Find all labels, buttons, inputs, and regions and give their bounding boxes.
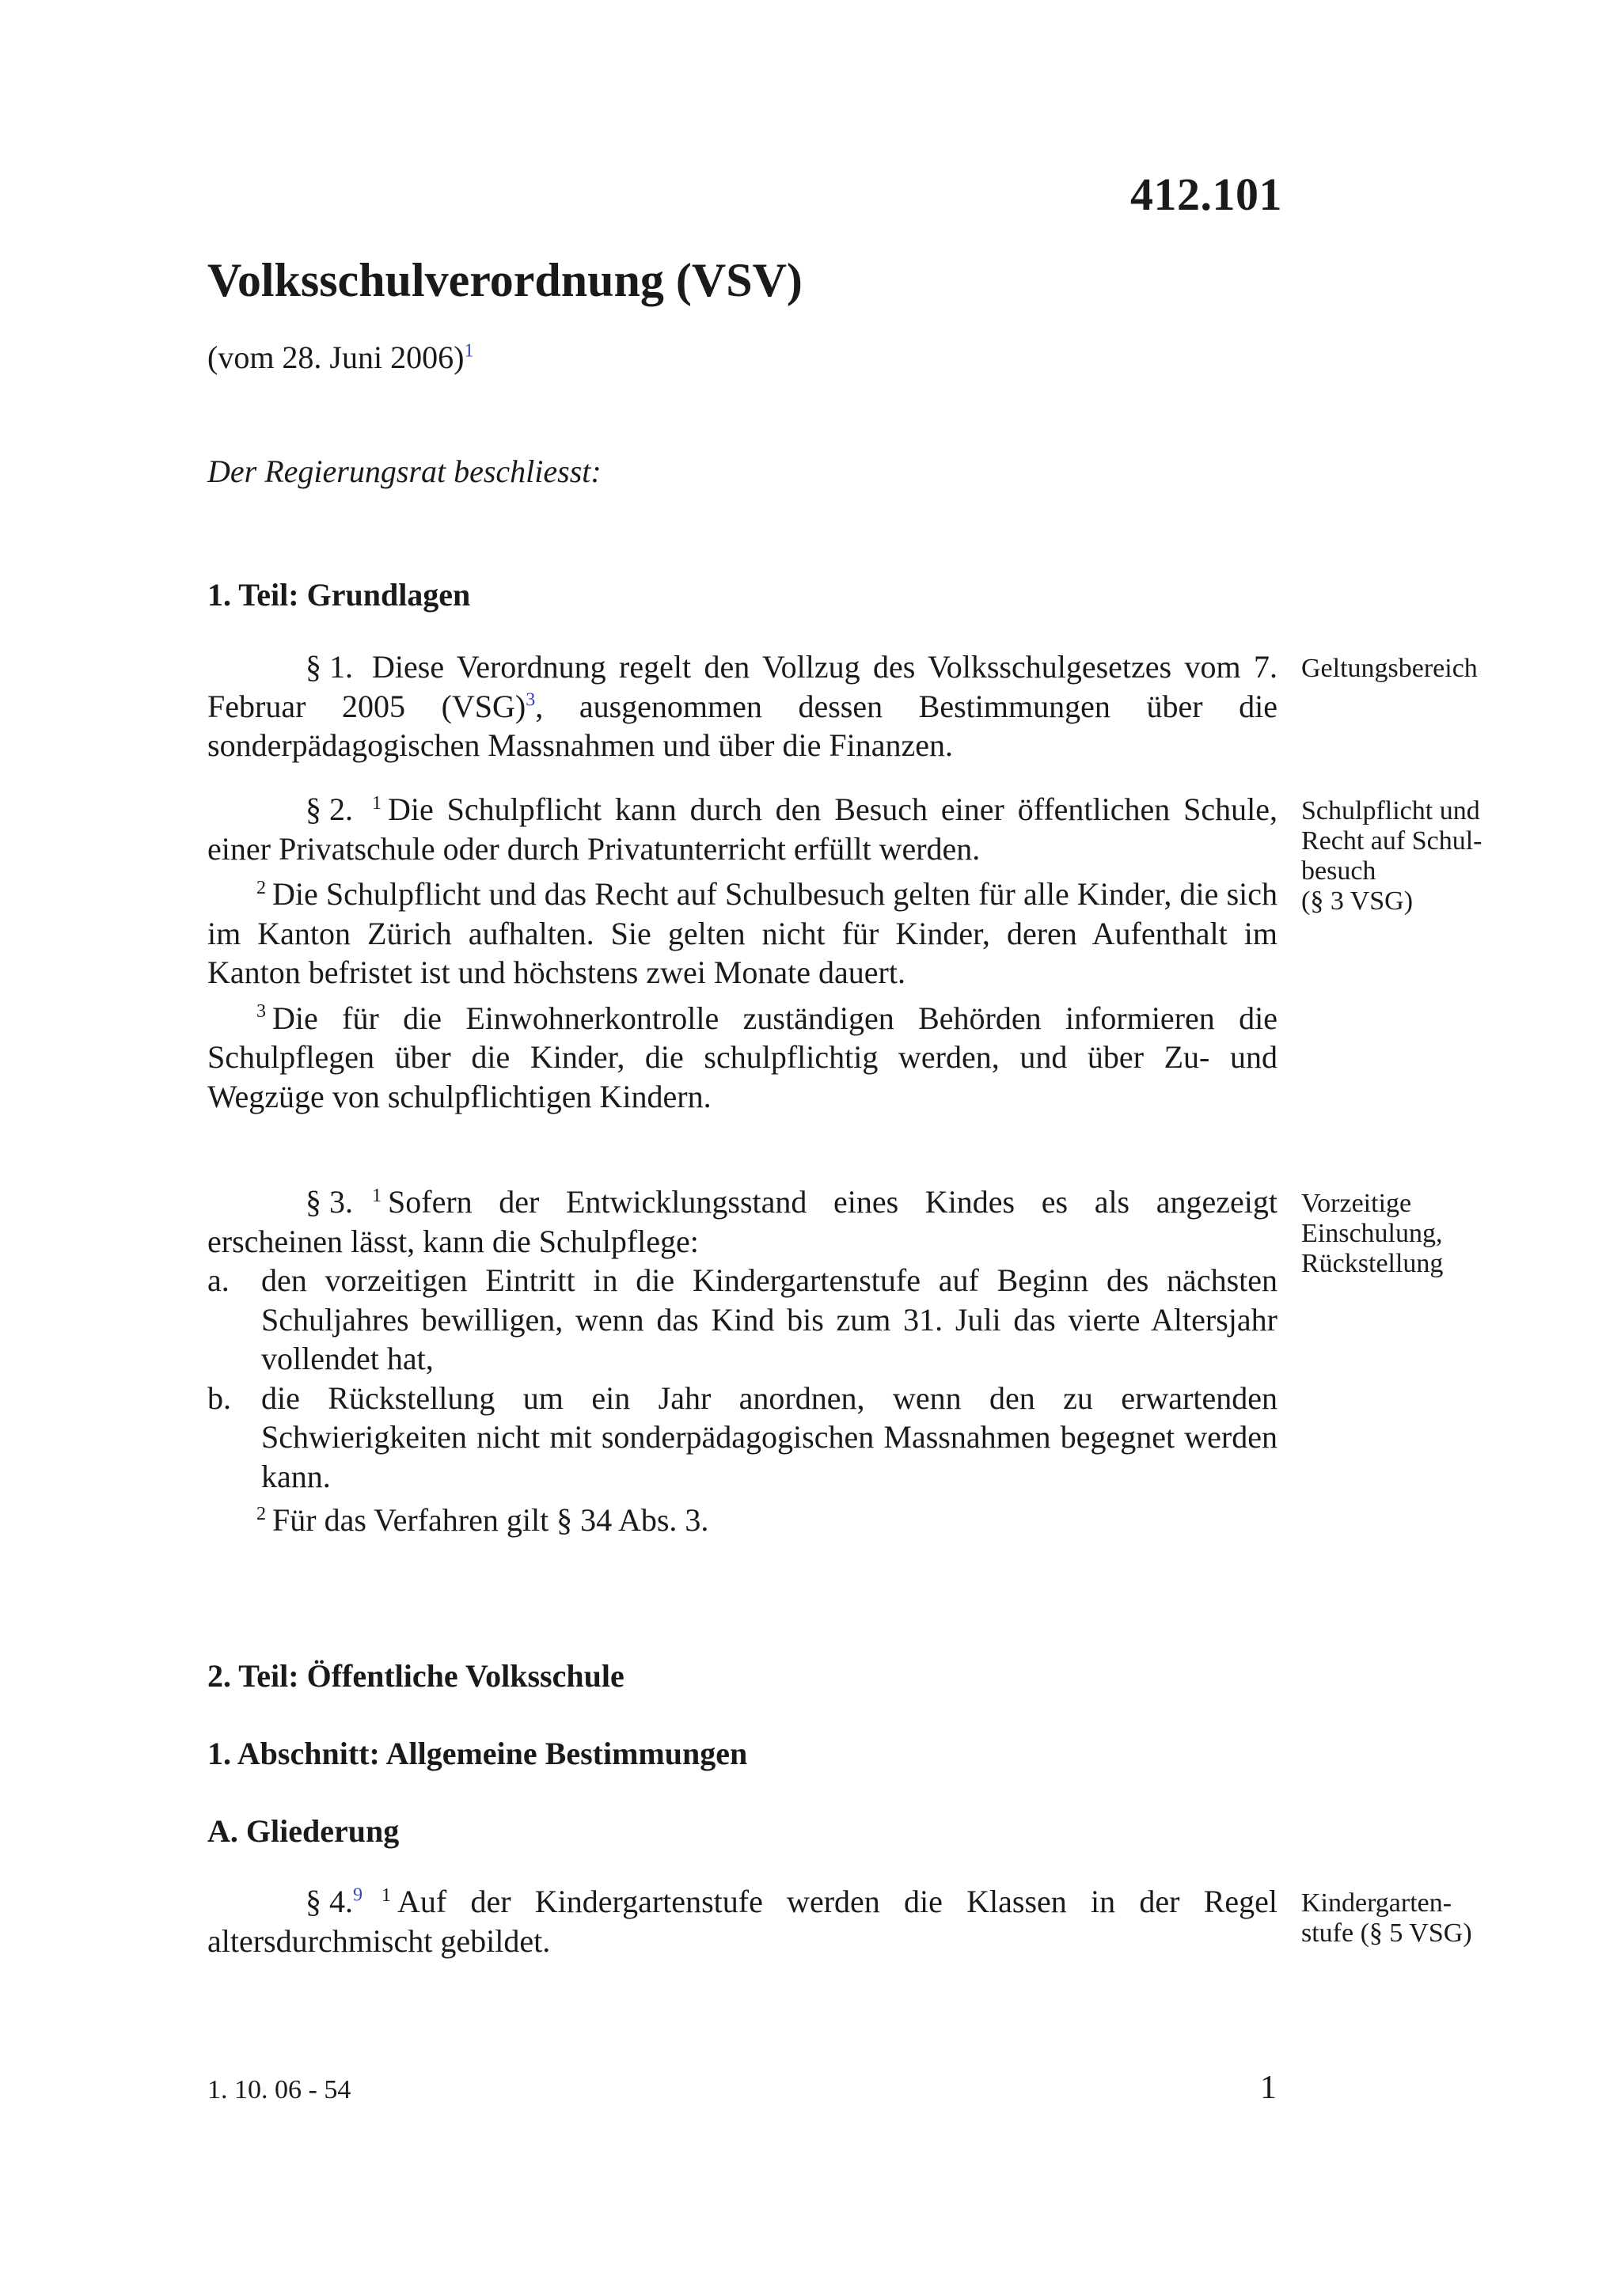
document-title: Volksschulverordnung (VSV) <box>207 254 803 306</box>
margin-note-p2 <box>1301 796 1531 917</box>
margin-line: stufe (§ 5 VSG) <box>1301 1918 1472 1948</box>
abs-number: 1 <box>382 1884 391 1906</box>
footer-version: 1. 10. 06 - 54 <box>207 2075 351 2104</box>
footer-page-number: 1 <box>1260 2070 1277 2106</box>
list-item-a <box>207 1261 1277 1379</box>
part2-heading: 2. Teil: Öffentliche Volksschule <box>207 1658 624 1694</box>
abs-number: 2 <box>256 1503 266 1524</box>
p2-abs1-text: Die Schulpflicht kann durch den Besuch einer öffentlichen Schule, einer Privatschule oder durch Privatunterricht erfüllt werden. <box>207 791 1277 867</box>
p4-abs1 <box>207 1882 1277 1960</box>
p2-abs3 <box>207 999 1277 1117</box>
footnote-link-1[interactable]: 1 <box>464 340 474 362</box>
footnote-link-3[interactable]: 3 <box>526 689 536 711</box>
enactment-date <box>207 339 473 376</box>
margin-line: Schulpflicht und <box>1301 796 1480 825</box>
section-sign: § 1. <box>306 649 353 685</box>
margin-line: besuch <box>1301 856 1376 886</box>
p1-text-a: Diese Verordnung regelt den Vollzug des Volksschulgesetzes vom 7. Februar 2005 (VSG) <box>207 649 1277 724</box>
paragraph-4 <box>207 1882 1277 1960</box>
list-marker: a. <box>207 1262 230 1298</box>
margin-line: Einschulung, <box>1301 1219 1443 1248</box>
list-marker: b. <box>207 1379 231 1416</box>
p3-abs1 <box>207 1182 1277 1261</box>
part1-heading: 1. Teil: Grundlagen <box>207 577 471 613</box>
margin-note-p3 <box>1301 1189 1531 1279</box>
preamble: Der Regierungsrat beschliesst: <box>207 454 602 489</box>
list-item-b <box>207 1379 1277 1497</box>
margin-line: (§ 3 VSG) <box>1301 886 1414 916</box>
p3-abs2-text: Für das Verfahren gilt § 34 Abs. 3. <box>272 1502 709 1538</box>
margin-line: Kindergarten- <box>1301 1888 1452 1918</box>
p2-abs3-text: Die für die Einwohnerkontrolle zuständigen Behörden informieren die Schulpflegen über die Kinder, die schulpflichtig werden, und über Zu- und Wegzüge von schulpflichtigen Kindern. <box>207 1000 1277 1114</box>
p2-abs2-text: Die Schulpflicht und das Recht auf Schulbesuch gelten für alle Kinder, die sich im Kanton Zürich aufhalten. Sie gelten nicht für Kinder, deren Aufenthalt im Kanton befristet ist und höchstens zwei Monate dauert. <box>207 876 1277 990</box>
margin-note-p1: Geltungsbereich <box>1301 654 1478 683</box>
p4-abs1-text: Auf der Kindergartenstufe werden die Klassen in der Regel altersdurchmischt gebildet. <box>207 1884 1277 1959</box>
section-sign: § 2. <box>306 791 353 827</box>
section-sign <box>256 1882 363 1922</box>
paragraph-1 <box>207 647 1277 765</box>
paragraph-1-text <box>207 647 1277 765</box>
section-sign-text: § 4. <box>306 1884 353 1919</box>
p3-abs1-text: Sofern der Entwicklungsstand eines Kindes es als angezeigt erscheinen lässt, kann die Schulpflege: <box>207 1184 1277 1259</box>
paragraph-3 <box>207 1182 1277 1540</box>
p3-abs2 <box>207 1501 1277 1540</box>
abs-number: 1 <box>372 792 382 814</box>
section-sign: § 3. <box>306 1184 353 1220</box>
abs-number: 2 <box>256 877 266 898</box>
margin-note-p4 <box>1301 1888 1531 1949</box>
p1-text-b: , ausgenommen dessen Bestimmungen über die sonderpädagogischen Massnahmen und über die Finanzen. <box>207 688 1278 763</box>
subsection-a-heading: A. Gliederung <box>207 1813 400 1849</box>
abs-number: 3 <box>256 1001 266 1023</box>
sr-number: 412.101 <box>1130 169 1282 220</box>
footnote-link-9[interactable]: 9 <box>353 1884 363 1906</box>
margin-line: Vorzeitige <box>1301 1189 1412 1218</box>
list-item-a-text: den vorzeitigen Eintritt in die Kindergartenstufe auf Beginn des nächsten Schuljahres bewilligen, wenn das Kind bis zum 31. Juli das vierte Altersjahr vollendet hat, <box>261 1262 1277 1376</box>
margin-line: Rückstellung <box>1301 1249 1444 1278</box>
paragraph-2 <box>207 790 1277 1116</box>
date-text: (vom 28. Juni 2006) <box>207 340 465 375</box>
p2-abs2 <box>207 875 1277 992</box>
list-item-b-text: die Rückstellung um ein Jahr anordnen, wenn den zu erwartenden Schwierigkeiten nicht mit sonderpädagogischen Massnahmen begegnet werden kann. <box>261 1379 1277 1494</box>
abs-number: 1 <box>372 1185 382 1206</box>
margin-line: Recht auf Schul- <box>1301 826 1482 856</box>
section1-heading: 1. Abschnitt: Allgemeine Bestimmungen <box>207 1736 748 1771</box>
p2-abs1 <box>207 790 1277 868</box>
